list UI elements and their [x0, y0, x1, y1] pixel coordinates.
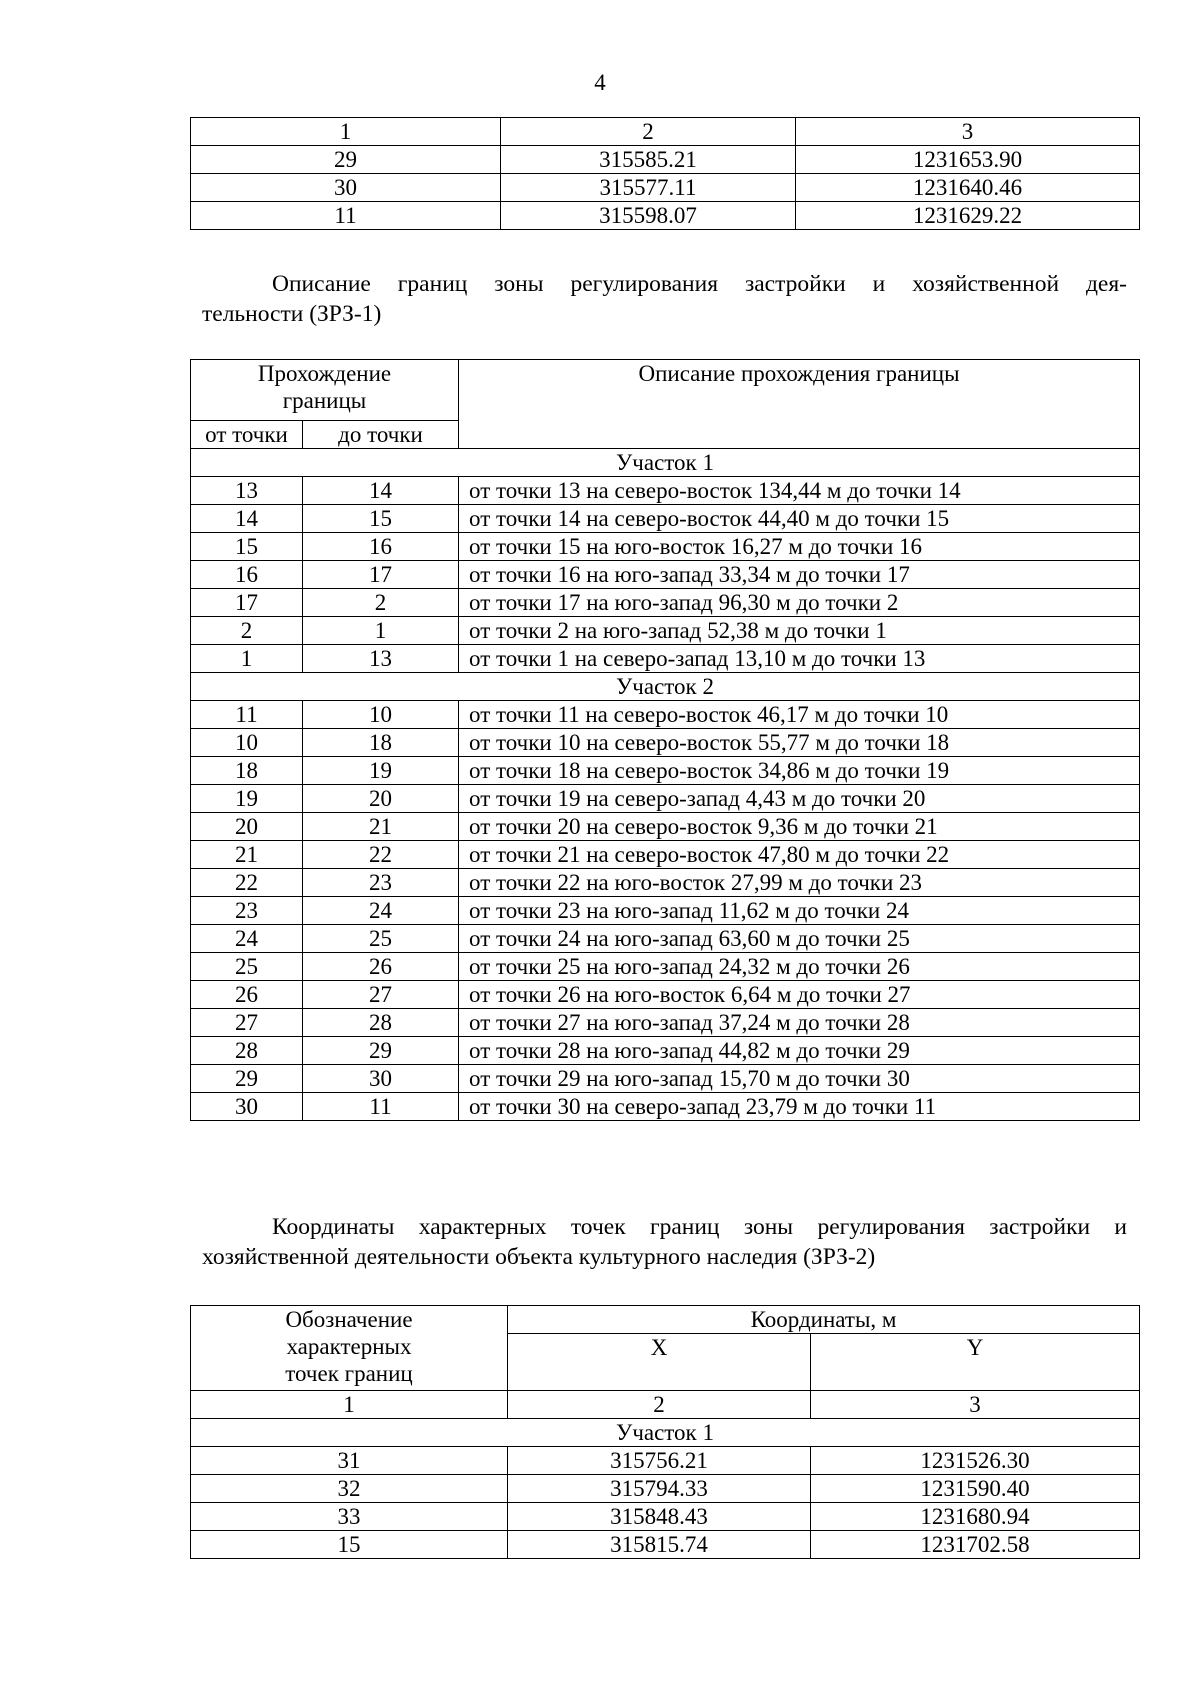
description-cell: от точки 30 на северо-запад 23,79 м до точки 11 [459, 1093, 1140, 1121]
point-cell: 31 [191, 1447, 508, 1475]
to-cell: 23 [303, 869, 459, 897]
column-number-cell: 3 [796, 118, 1140, 146]
from-cell: 21 [191, 841, 303, 869]
table-row [191, 897, 1140, 925]
column-number-cell: 2 [508, 1391, 811, 1419]
from-cell: 29 [191, 1065, 303, 1093]
to-cell: 21 [303, 813, 459, 841]
passage-header-cell [191, 360, 459, 421]
to-cell: 13 [303, 645, 459, 673]
header-line: границы [282, 388, 367, 413]
heading-line: Координаты характерных точек границ зоны регулирования застройки и [272, 1214, 1127, 1240]
table-row [191, 869, 1140, 897]
from-cell: 25 [191, 953, 303, 981]
point-cell: 11 [191, 202, 501, 230]
y-cell: 1231653.90 [796, 146, 1140, 174]
table-row [191, 981, 1140, 1009]
to-cell: 11 [303, 1093, 459, 1121]
y-cell: 1231590.40 [811, 1475, 1140, 1503]
table-row [191, 1009, 1140, 1037]
description-header-cell: Описание прохождения границы [459, 360, 1140, 449]
header-line: Обозначение [285, 1307, 413, 1332]
coordinates-header-cell: Координаты, м [508, 1306, 1140, 1334]
from-cell: 16 [191, 561, 303, 589]
y-header-cell: Y [811, 1334, 1140, 1391]
table-row [191, 1065, 1140, 1093]
from-cell: 18 [191, 757, 303, 785]
table-row [191, 953, 1140, 981]
to-point-header: до точки [303, 421, 459, 449]
to-cell: 18 [303, 729, 459, 757]
column-number-cell: 2 [501, 118, 796, 146]
from-cell: 28 [191, 1037, 303, 1065]
from-cell: 13 [191, 477, 303, 505]
from-cell: 2 [191, 617, 303, 645]
to-cell: 2 [303, 589, 459, 617]
from-cell: 17 [191, 589, 303, 617]
zrz2-section-heading [202, 1212, 1127, 1272]
table-row [191, 533, 1140, 561]
to-cell: 28 [303, 1009, 459, 1037]
to-cell: 19 [303, 757, 459, 785]
point-cell: 30 [191, 174, 501, 202]
table-row [191, 202, 1140, 230]
table-header-row [191, 360, 1140, 421]
header-line: Прохождение [257, 361, 392, 386]
to-cell: 26 [303, 953, 459, 981]
table-row [191, 813, 1140, 841]
from-cell: 11 [191, 701, 303, 729]
section-title: Участок 2 [191, 673, 1140, 701]
table-row [191, 1447, 1140, 1475]
point-cell: 29 [191, 146, 501, 174]
x-cell: 315794.33 [508, 1475, 811, 1503]
table-row [191, 841, 1140, 869]
point-cell: 15 [191, 1531, 508, 1559]
from-cell: 20 [191, 813, 303, 841]
coordinates-table-continuation [190, 117, 1140, 230]
column-number-cell: 3 [811, 1391, 1140, 1419]
header-line: точек границ [285, 1361, 413, 1386]
table-row [191, 174, 1140, 202]
table-row [191, 1037, 1140, 1065]
section-title: Участок 1 [191, 449, 1140, 477]
to-cell: 22 [303, 841, 459, 869]
y-cell: 1231680.94 [811, 1503, 1140, 1531]
section-row [191, 449, 1140, 477]
description-cell: от точки 13 на северо-восток 134,44 м до точки 14 [459, 477, 1140, 505]
page-number: 4 [594, 70, 606, 95]
y-cell: 1231629.22 [796, 202, 1140, 230]
table-row [191, 645, 1140, 673]
x-cell: 315815.74 [508, 1531, 811, 1559]
x-cell: 315848.43 [508, 1503, 811, 1531]
table-row [191, 757, 1140, 785]
table-row [191, 589, 1140, 617]
section-title: Участок 1 [191, 1419, 1140, 1447]
description-cell: от точки 29 на юго-запад 15,70 м до точки 30 [459, 1065, 1140, 1093]
description-cell: от точки 28 на юго-запад 44,82 м до точки 29 [459, 1037, 1140, 1065]
description-cell: от точки 14 на северо-восток 44,40 м до точки 15 [459, 505, 1140, 533]
from-cell: 10 [191, 729, 303, 757]
description-cell: от точки 11 на северо-восток 46,17 м до точки 10 [459, 701, 1140, 729]
description-cell: от точки 25 на юго-запад 24,32 м до точки 26 [459, 953, 1140, 981]
heading-line: Описание границ зоны регулирования застройки и хозяйственной дея- [272, 271, 1127, 297]
description-cell: от точки 20 на северо-восток 9,36 м до точки 21 [459, 813, 1140, 841]
column-number-cell: 1 [191, 118, 501, 146]
section-row [191, 673, 1140, 701]
table-header-row [191, 118, 1140, 146]
from-cell: 24 [191, 925, 303, 953]
table-row [191, 925, 1140, 953]
from-cell: 14 [191, 505, 303, 533]
table-row [191, 1531, 1140, 1559]
description-cell: от точки 24 на юго-запад 63,60 м до точки 25 [459, 925, 1140, 953]
to-cell: 1 [303, 617, 459, 645]
column-numbers-row [191, 1391, 1140, 1419]
description-cell: от точки 26 на юго-восток 6,64 м до точки 27 [459, 981, 1140, 1009]
from-cell: 19 [191, 785, 303, 813]
table-row [191, 785, 1140, 813]
to-cell: 16 [303, 533, 459, 561]
to-cell: 10 [303, 701, 459, 729]
to-cell: 29 [303, 1037, 459, 1065]
table-row [191, 146, 1140, 174]
to-cell: 24 [303, 897, 459, 925]
header-line: характерных [286, 1334, 412, 1359]
table-header-row [191, 1306, 1140, 1334]
from-point-header: от точки [191, 421, 303, 449]
description-cell: от точки 17 на юго-запад 96,30 м до точки 2 [459, 589, 1140, 617]
from-cell: 15 [191, 533, 303, 561]
description-cell: от точки 22 на юго-восток 27,99 м до точки 23 [459, 869, 1140, 897]
description-cell: от точки 27 на юго-запад 37,24 м до точки 28 [459, 1009, 1140, 1037]
table-row [191, 701, 1140, 729]
description-cell: от точки 2 на юго-запад 52,38 м до точки 1 [459, 617, 1140, 645]
table-row [191, 1503, 1140, 1531]
description-cell: от точки 21 на северо-восток 47,80 м до точки 22 [459, 841, 1140, 869]
from-cell: 27 [191, 1009, 303, 1037]
y-cell: 1231526.30 [811, 1447, 1140, 1475]
table-row [191, 505, 1140, 533]
to-cell: 15 [303, 505, 459, 533]
table-row [191, 1475, 1140, 1503]
description-cell: от точки 23 на юго-запад 11,62 м до точки 24 [459, 897, 1140, 925]
x-header-cell: X [508, 1334, 811, 1391]
points-header-cell [191, 1306, 508, 1391]
x-cell: 315577.11 [501, 174, 796, 202]
to-cell: 30 [303, 1065, 459, 1093]
description-cell: от точки 18 на северо-восток 34,86 м до точки 19 [459, 757, 1140, 785]
point-cell: 33 [191, 1503, 508, 1531]
to-cell: 25 [303, 925, 459, 953]
table-row [191, 477, 1140, 505]
x-cell: 315756.21 [508, 1447, 811, 1475]
boundary-description-table [190, 359, 1140, 1121]
table-row [191, 561, 1140, 589]
y-cell: 1231640.46 [796, 174, 1140, 202]
from-cell: 30 [191, 1093, 303, 1121]
heading-line: тельности (ЗРЗ-1) [202, 301, 382, 327]
heading-line: хозяйственной деятельности объекта культурного наследия (ЗРЗ-2) [202, 1244, 876, 1270]
table-row [191, 1093, 1140, 1121]
table-row [191, 729, 1140, 757]
description-cell: от точки 10 на северо-восток 55,77 м до точки 18 [459, 729, 1140, 757]
y-cell: 1231702.58 [811, 1531, 1140, 1559]
to-cell: 14 [303, 477, 459, 505]
zrz2-coordinates-table [190, 1305, 1140, 1559]
description-cell: от точки 16 на юго-запад 33,34 м до точки 17 [459, 561, 1140, 589]
description-cell: от точки 1 на северо-запад 13,10 м до точки 13 [459, 645, 1140, 673]
table-row [191, 617, 1140, 645]
from-cell: 26 [191, 981, 303, 1009]
from-cell: 22 [191, 869, 303, 897]
section-row [191, 1419, 1140, 1447]
to-cell: 17 [303, 561, 459, 589]
to-cell: 20 [303, 785, 459, 813]
description-cell: от точки 19 на северо-запад 4,43 м до точки 20 [459, 785, 1140, 813]
to-cell: 27 [303, 981, 459, 1009]
description-cell: от точки 15 на юго-восток 16,27 м до точки 16 [459, 533, 1140, 561]
column-number-cell: 1 [191, 1391, 508, 1419]
x-cell: 315585.21 [501, 146, 796, 174]
from-cell: 23 [191, 897, 303, 925]
zrz1-section-heading [202, 269, 1127, 329]
from-cell: 1 [191, 645, 303, 673]
point-cell: 32 [191, 1475, 508, 1503]
x-cell: 315598.07 [501, 202, 796, 230]
